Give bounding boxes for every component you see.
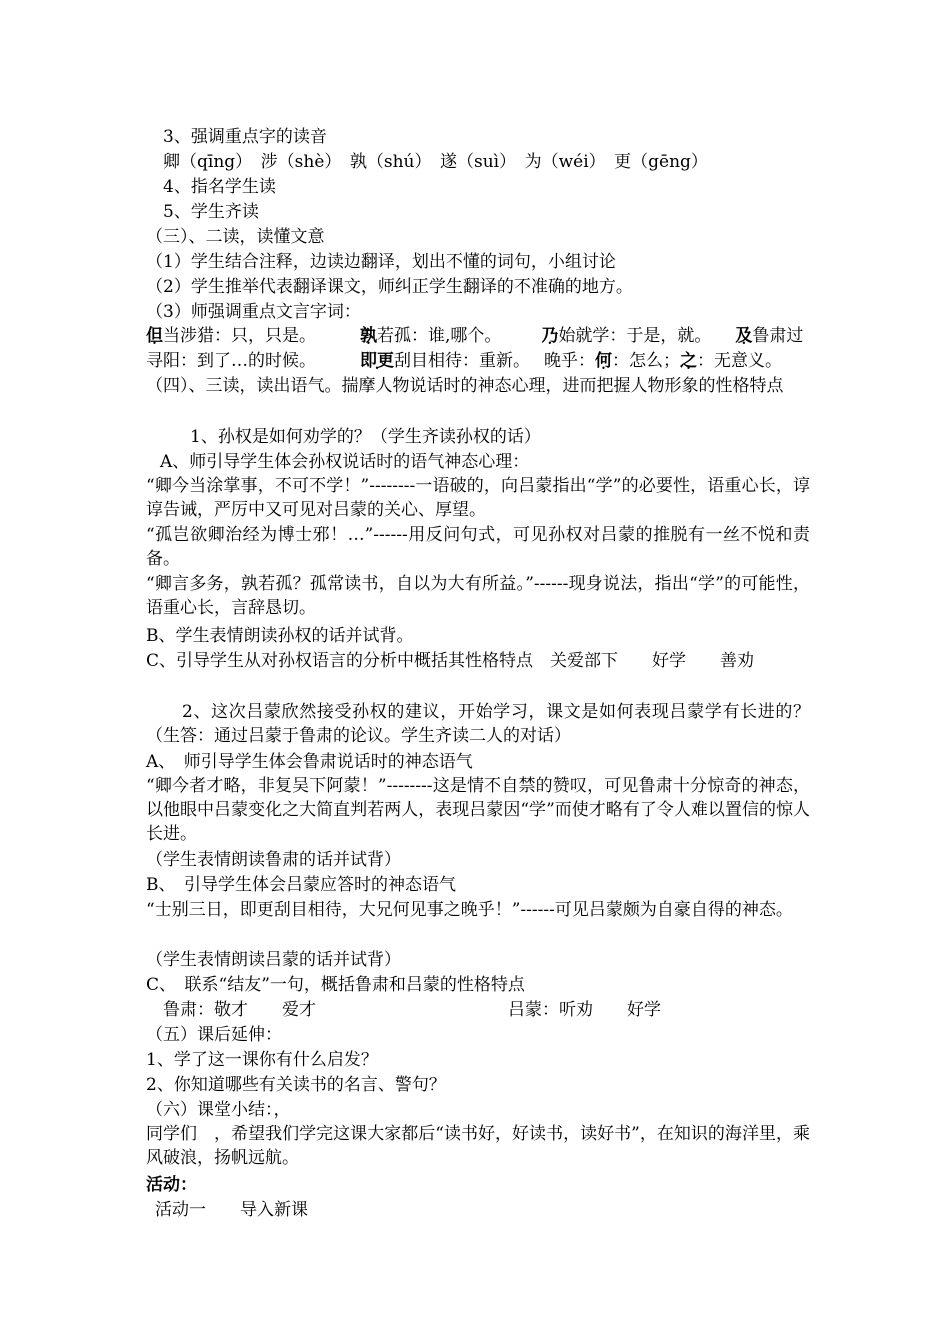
question-2-b: B、 引导学生体会吕蒙应答时的神态语气 [146, 875, 456, 895]
section-5-item-2: 2、你知道哪些有关读书的名言、警句？ [146, 1075, 446, 1095]
question-1-a: A、师引导学生体会孙权说话时的语气神态心理： [160, 452, 530, 472]
vocab-gloss: 始就学：于是，就。 [558, 326, 712, 346]
vocab-gloss: 刮目相待：重新。 [394, 351, 530, 371]
quote-1: “卿今当涂掌事，不可不学！”--------一语破的，向吕蒙指出“学”的必要性，语重心长，谆谆告诫，严厉中又可见对吕蒙的关心、厚望。 [146, 476, 810, 520]
pronunciation-list: 卿（qīng） 涉（shè） 孰（shú） 遂（suì） 为（wéi） 更（gēng） [163, 152, 708, 172]
vocab-word: 即更 [360, 351, 394, 371]
activity-item-1: 活动一 导入新课 [155, 1200, 308, 1220]
vocab-line-2 [146, 349, 810, 373]
vocab-word: 何 [595, 351, 612, 371]
section-3-heading: （三）、二读，读懂文意 [146, 227, 325, 247]
section-5-item-1: 1、学了这一课你有什么启发？ [146, 1050, 378, 1070]
question-2: 2、这次吕蒙欣然接受孙权的建议，开始学习，课文是如何表现吕蒙学有长进的？ （生答：通过吕蒙于鲁肃的论议。学生齐读二人的对话） [146, 702, 827, 746]
step-3: 3、强调重点字的读音 [163, 127, 327, 147]
activity-heading: 活动： [146, 1175, 197, 1195]
vocab-word: 及 [735, 326, 753, 346]
question-2-a-note: （学生表情朗读鲁肃的话并试背） [146, 850, 401, 870]
vocab-word: 乃 [541, 326, 559, 346]
lusu-traits: 鲁肃：敬才 爱才 [163, 1000, 316, 1020]
step-5: 5、学生齐读 [163, 202, 259, 222]
lumeng-traits: 吕蒙：听劝 好学 [508, 1000, 661, 1020]
vocab-gloss: 鲁肃过 [752, 326, 804, 346]
vocab-gloss: 晚乎： [544, 351, 595, 371]
vocab-line-1 [146, 324, 810, 348]
section-3-item-2: （2）学生推举代表翻译课文，师纠正学生翻译的不准确的地方。 [146, 277, 633, 297]
vocab-word: 孰 [360, 326, 377, 346]
quote-3: “卿言多务，孰若孤？孤常读书，自以为大有所益。”------现身说法，指出“学”的可能性，语重心长，言辞恳切。 [146, 574, 810, 618]
vocab-word: 之 [680, 351, 697, 371]
section-5-heading: （五）课后延伸： [146, 1025, 282, 1045]
question-1-b: B、学生表情朗读孙权的话并试背。 [146, 626, 414, 646]
section-4-heading: （四）、三读，读出语气。揣摩人物说话时的神态心理，进而把握人物形象的性格特点 [146, 376, 784, 396]
vocab-word: 但 [146, 326, 163, 346]
question-1-c: C、引导学生从对孙权语言的分析中概括其性格特点 关爱部下 好学 善劝 [146, 651, 755, 671]
quote-5: “士别三日，即更刮目相待，大兄何见事之晚乎！”------可见吕蒙颇为自豪自得的神态。 [146, 900, 793, 920]
step-4: 4、指名学生读 [163, 177, 276, 197]
section-3-item-3: （3）师强调重点文言字词： [146, 302, 361, 322]
question-2-a: A、 师引导学生体会鲁肃说话时的神态语气 [146, 752, 473, 772]
section-3-item-1: （1）学生结合注释，边读边翻译，划出不懂的词句，小组讨论 [146, 252, 616, 272]
vocab-gloss: ：无意义。 [697, 351, 782, 371]
vocab-gloss: 当涉猎：只，只是。 [163, 326, 316, 346]
vocab-gloss: 寻阳：到了…的时候。 [146, 351, 316, 371]
question-2-b-note: （学生表情朗读吕蒙的话并试背） [146, 950, 401, 970]
vocab-gloss: ：怎么； [612, 351, 680, 371]
question-1: 1、孙权是如何劝学的？（学生齐读孙权的话） [190, 427, 541, 447]
quote-2: “孤岂欲卿治经为博士邪！…”------用反问句式，可见孙权对吕蒙的推脱有一丝不悦和责备。 [146, 525, 810, 569]
section-6-heading: （六）课堂小结：， [146, 1100, 291, 1120]
section-6-text: 同学们 ，希望我们学完这课大家都后“读书好，好读书，读好书”，在知识的海洋里，乘风破浪，扬帆远航。 [146, 1124, 810, 1168]
quote-4: “卿今者才略，非复吴下阿蒙！”--------这是情不自禁的赞叹，可见鲁肃十分惊奇的神态，以他眼中吕蒙变化之大简直判若两人，表现吕蒙因“学”而使才略有了令人难以置信的惊人长进。 [146, 776, 810, 844]
vocab-gloss: 若孤：谁,哪个。 [377, 326, 502, 346]
question-2-c: C、 联系“结友”一句，概括鲁肃和吕蒙的性格特点 [146, 975, 525, 995]
